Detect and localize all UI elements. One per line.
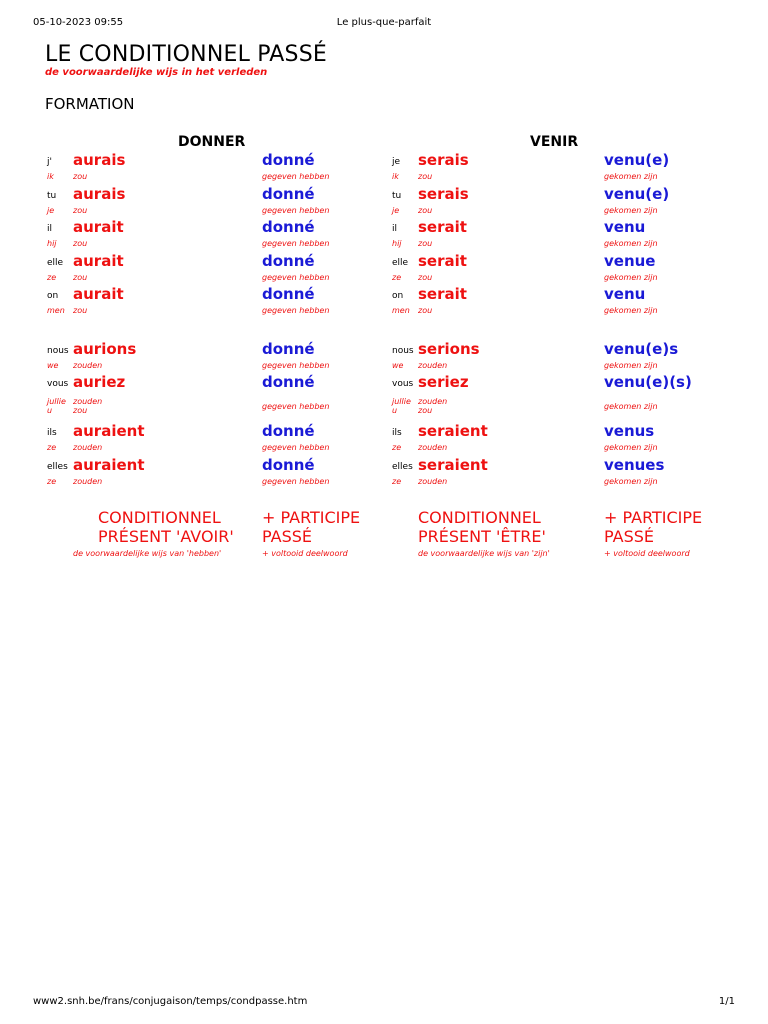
participle-translation: gekomen zijn (604, 172, 658, 181)
section-heading: FORMATION (45, 95, 135, 113)
past-participle: donné (262, 373, 315, 391)
page-subtitle: de voorwaardelijke wijs in het verleden (45, 67, 268, 78)
auxiliary-verb: aurait (73, 252, 124, 270)
auxiliary-translation: zou (73, 306, 88, 315)
auxiliary-translation: zou (73, 206, 88, 215)
pronoun-translation: men (47, 306, 65, 315)
pronoun-translation: we (392, 361, 404, 370)
pronoun-translation: ze (47, 477, 57, 486)
pronoun: elles (47, 462, 68, 472)
summary-participle: + PARTICIPE PASSÉ (604, 508, 703, 546)
participle-translation: gegeven hebben (262, 477, 330, 486)
summary-auxiliary: CONDITIONNEL PRÉSENT 'ÊTRE' (418, 508, 546, 546)
pronoun: elle (392, 258, 409, 268)
past-participle: venus (604, 422, 655, 440)
auxiliary-translation: zou (418, 206, 433, 215)
pronoun: elle (47, 258, 64, 268)
pronoun: on (47, 291, 59, 301)
auxiliary-verb: seraient (418, 422, 488, 440)
pronoun-translation: jullie u (47, 397, 66, 416)
past-participle: donné (262, 151, 315, 169)
pronoun: je (392, 157, 401, 167)
summary-participle-translation: + voltooid deelwoord (262, 549, 348, 558)
past-participle: donné (262, 340, 315, 358)
past-participle: donné (262, 285, 315, 303)
past-participle: venu(e) (604, 185, 670, 203)
pronoun: nous (47, 346, 69, 356)
auxiliary-translation: zouden (73, 443, 103, 452)
participle-translation: gekomen zijn (604, 239, 658, 248)
summary-auxiliary-translation: de voorwaardelijke wijs van 'zijn' (418, 549, 550, 558)
participle-translation: gekomen zijn (604, 206, 658, 215)
pronoun-translation: men (392, 306, 410, 315)
past-participle: venu(e)s (604, 340, 679, 358)
pronoun-translation: ze (392, 443, 402, 452)
participle-translation: gegeven hebben (262, 361, 330, 370)
auxiliary-translation: zouden (73, 361, 103, 370)
pronoun-translation: jullie u (392, 397, 411, 416)
auxiliary-translation: zouden zou (418, 397, 448, 416)
page-title: LE CONDITIONNEL PASSÉ (45, 42, 327, 67)
auxiliary-verb: aurais (73, 151, 126, 169)
auxiliary-translation: zou (418, 306, 433, 315)
summary-auxiliary-translation: de voorwaardelijke wijs van 'hebben' (73, 549, 222, 558)
past-participle: donné (262, 252, 315, 270)
pronoun-translation: we (47, 361, 59, 370)
participle-translation: gekomen zijn (604, 306, 658, 315)
auxiliary-verb: serais (418, 151, 469, 169)
summary-auxiliary: CONDITIONNEL PRÉSENT 'AVOIR' (98, 508, 234, 546)
auxiliary-verb: aurait (73, 218, 124, 236)
past-participle: donné (262, 218, 315, 236)
participle-translation: gekomen zijn (604, 273, 658, 282)
auxiliary-verb: aurions (73, 340, 137, 358)
auxiliary-translation: zouden (418, 477, 448, 486)
past-participle: venue (604, 252, 656, 270)
print-url: www2.snh.be/frans/conjugaison/temps/condpasse.htm (33, 996, 308, 1007)
auxiliary-verb: serait (418, 218, 467, 236)
pronoun-translation: je (47, 206, 55, 215)
auxiliary-translation: zou (418, 172, 433, 181)
verb-heading: DONNER (178, 134, 246, 150)
pronoun: on (392, 291, 404, 301)
auxiliary-translation: zou (73, 172, 88, 181)
participle-translation: gegeven hebben (262, 273, 330, 282)
pronoun-translation: ze (47, 443, 57, 452)
auxiliary-translation: zou (418, 239, 433, 248)
pronoun: j' (47, 157, 52, 167)
participle-translation: gegeven hebben (262, 443, 330, 452)
pronoun: nous (392, 346, 414, 356)
past-participle: venu(e) (604, 151, 670, 169)
past-participle: venu(e)(s) (604, 373, 692, 391)
pronoun-translation: ik (47, 172, 54, 181)
summary-participle: + PARTICIPE PASSÉ (262, 508, 361, 546)
auxiliary-verb: auraient (73, 422, 145, 440)
pronoun: vous (47, 379, 69, 389)
auxiliary-translation: zouden (73, 477, 103, 486)
print-page-number: 1/1 (718, 996, 735, 1007)
pronoun-translation: hij (47, 239, 57, 248)
auxiliary-verb: aurais (73, 185, 126, 203)
auxiliary-verb: seriez (418, 373, 469, 391)
participle-translation: gegeven hebben (262, 172, 330, 181)
pronoun-translation: je (392, 206, 400, 215)
pronoun: il (47, 224, 53, 234)
participle-translation: gegeven hebben (262, 239, 330, 248)
participle-translation: gekomen zijn (604, 361, 658, 370)
past-participle: venu (604, 218, 646, 236)
past-participle: donné (262, 456, 315, 474)
pronoun-translation: ze (47, 273, 57, 282)
pronoun-translation: ik (392, 172, 399, 181)
auxiliary-verb: aurait (73, 285, 124, 303)
auxiliary-verb: seraient (418, 456, 488, 474)
participle-translation: gekomen zijn (604, 402, 658, 411)
participle-translation: gekomen zijn (604, 477, 658, 486)
pronoun: il (392, 224, 398, 234)
auxiliary-verb: auraient (73, 456, 145, 474)
pronoun: ils (392, 428, 402, 438)
auxiliary-verb: serais (418, 185, 469, 203)
print-datetime: 05-10-2023 09:55 (33, 17, 124, 28)
summary-participle-translation: + voltooid deelwoord (604, 549, 690, 558)
past-participle: venu (604, 285, 646, 303)
participle-translation: gegeven hebben (262, 206, 330, 215)
pronoun-translation: hij (392, 239, 402, 248)
auxiliary-translation: zou (418, 273, 433, 282)
auxiliary-verb: serait (418, 252, 467, 270)
pronoun-translation: ze (392, 477, 402, 486)
verb-heading: VENIR (530, 134, 579, 150)
pronoun: vous (392, 379, 414, 389)
pronoun: tu (392, 191, 402, 201)
pronoun: tu (47, 191, 57, 201)
pronoun: elles (392, 462, 413, 472)
past-participle: donné (262, 422, 315, 440)
auxiliary-verb: serait (418, 285, 467, 303)
pronoun-translation: ze (392, 273, 402, 282)
past-participle: donné (262, 185, 315, 203)
print-doc-title: Le plus-que-parfait (336, 17, 432, 28)
auxiliary-translation: zouden (418, 361, 448, 370)
auxiliary-verb: serions (418, 340, 480, 358)
pronoun: ils (47, 428, 57, 438)
past-participle: venues (604, 456, 665, 474)
auxiliary-verb: auriez (73, 373, 126, 391)
participle-translation: gekomen zijn (604, 443, 658, 452)
auxiliary-translation: zou (73, 239, 88, 248)
auxiliary-translation: zouden zou (73, 397, 103, 416)
auxiliary-translation: zou (73, 273, 88, 282)
participle-translation: gegeven hebben (262, 402, 330, 411)
participle-translation: gegeven hebben (262, 306, 330, 315)
auxiliary-translation: zouden (418, 443, 448, 452)
